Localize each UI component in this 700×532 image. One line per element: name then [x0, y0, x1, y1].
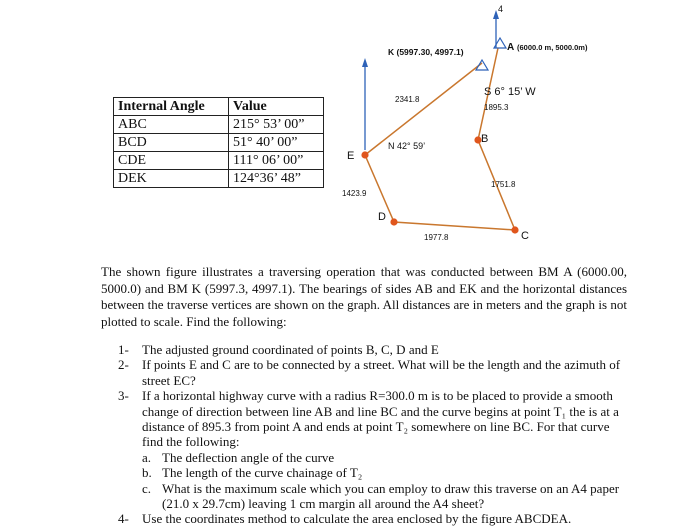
- label-a: A: [507, 42, 515, 53]
- north-arrow-e-icon: [362, 58, 368, 67]
- sub-question-letter: b.: [142, 465, 152, 481]
- table-header-value: Value: [229, 98, 324, 116]
- sub-question-text: What is the maximum scale which you can employ to draw this traverse on an A4 paper (21.0 x 29.7cm) leaving 1 cm margin all around the A4 sheet?: [162, 480, 620, 512]
- table-header-internal-angle: Internal Angle: [114, 98, 229, 116]
- label-a-coords: (6000.0 m, 5000.0m): [517, 43, 588, 52]
- angle-name: ABC: [114, 116, 229, 134]
- point-c: [511, 226, 518, 233]
- list-item: [118, 357, 630, 388]
- question-text: The adjusted ground coordinated of points B, C, D and E: [142, 342, 439, 357]
- angle-value: 215° 53’ 00”: [229, 116, 324, 134]
- problem-statement: The shown figure illustrates a traversing operation that was conducted between BM A (6000.00, 5000.0) and BM K (5997.3, 4997.1). The bearings of sides AB and EK and the horizontal distances between the traverse vertices are shown on the graph. All distances are in meters and the graph is not plotted to scale. Find the following:: [101, 264, 627, 329]
- question-number: 4-: [118, 511, 129, 527]
- traverse-diagram: [0, 0, 700, 260]
- label-b: B: [481, 133, 489, 145]
- question-number: 1-: [118, 342, 129, 357]
- traverse-lines: [365, 48, 515, 230]
- distance-bc: 1751.8: [491, 180, 516, 189]
- distance-cd: 1977.8: [424, 233, 449, 242]
- list-item: [118, 342, 630, 357]
- label-k: K (5997.30, 4997.1): [388, 47, 464, 57]
- list-item: [142, 465, 630, 480]
- point-e: [361, 151, 368, 158]
- benchmark-k-icon: [476, 60, 488, 70]
- label-c: C: [521, 230, 529, 242]
- list-item: [118, 388, 630, 511]
- angle-name: CDE: [114, 152, 229, 170]
- question-text: If a horizontal highway curve with a radius R=300.0 m is to be placed to provide a smooth change of direction between line AB and line BC and the curve begins at point T₁ the is at a distance of 895.3 from point A and ends at point T₂ somewhere on line BC. For that curve find the following:: [142, 388, 619, 450]
- question-number: 3-: [118, 388, 129, 404]
- distance-ab: 1895.3: [484, 103, 509, 112]
- angle-name: DEK: [114, 170, 229, 188]
- angle-value: 124°36’ 48”: [229, 170, 324, 188]
- distance-ek: 2341.8: [395, 95, 420, 104]
- question-text: If points E and C are to be connected by a street. What will be the length and the azimuth of street EC?: [142, 357, 621, 388]
- label-e: E: [347, 150, 355, 162]
- label-d: D: [378, 211, 386, 223]
- list-item: [142, 481, 630, 512]
- sub-question-text: The length of the curve chainage of T₂: [162, 465, 363, 481]
- question-list: [118, 342, 630, 527]
- list-item: [118, 511, 630, 526]
- list-item: [142, 450, 630, 465]
- sub-question-text: The deflection angle of the curve: [162, 449, 335, 465]
- angle-value: 111° 06’ 00”: [229, 152, 324, 170]
- bearing-ab: S 6° 15’ W: [484, 86, 536, 98]
- sub-question-list: [142, 450, 630, 512]
- sub-question-letter: a.: [142, 449, 152, 465]
- distance-de: 1423.9: [342, 189, 367, 198]
- angle-name: BCD: [114, 134, 229, 152]
- north-label: 4: [498, 4, 504, 14]
- angle-value: 51° 40’ 00”: [229, 134, 324, 152]
- sub-question-letter: c.: [142, 480, 152, 496]
- bearing-ek: N 42° 59’: [388, 141, 426, 151]
- question-number: 2-: [118, 357, 129, 373]
- point-d: [390, 218, 397, 225]
- question-text: Use the coordinates method to calculate the area enclosed by the figure ABCDEA.: [142, 511, 572, 527]
